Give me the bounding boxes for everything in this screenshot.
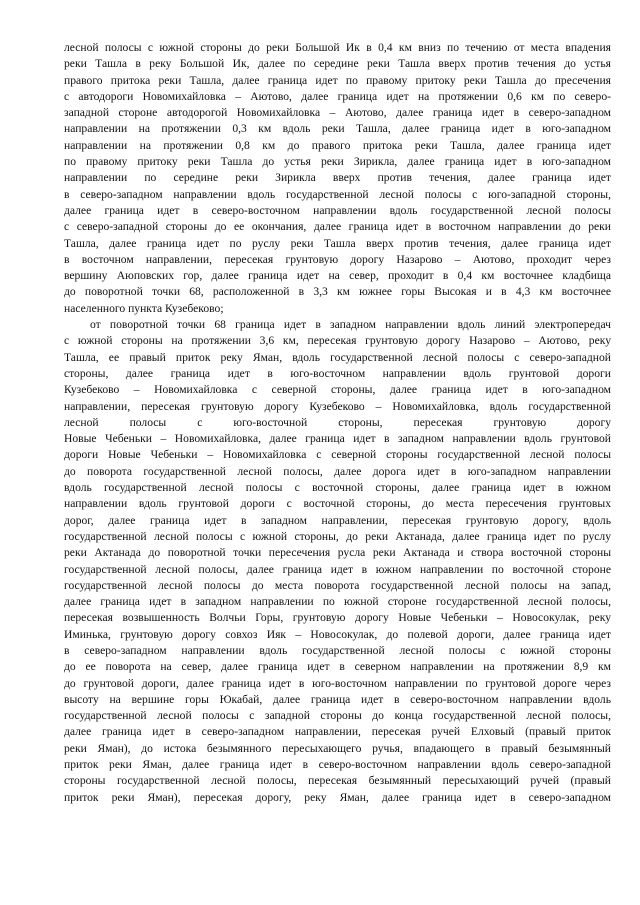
text-line: дорог, далее граница идет в западном направлении, пересекая грунтовую дорогу, вдоль [64,513,611,527]
text-line: по правому притоку реки Ташла до устья реки Зирикла, далее граница идет в юго-западном [64,155,611,169]
text-line: в восточном направлении, пересекая грунтовую дорогу Назарово – Аютово, проходит через [64,252,611,266]
text-line: пересекая возвышенность Волчьи Горы, грунтовую дорогу Новые Чебеньки – Новосокулак, реку [64,611,611,625]
text-line: до поворота государственной лесной полосы, далее дорога идет в юго-западном направлении [64,464,611,478]
text-line: до ее поворота на север, далее граница идет в северном направлении на протяжении 8,9 км [64,660,611,674]
text-line: западной стороне автодорогой Новомихайловка – Аютово, далее граница идет в северо-западном [64,106,611,120]
paragraph-first-line: от поворотной точки 68 граница идет в западном направлении вдоль линий электропередач [90,318,611,332]
text-line: стороны государственной лесной полосы, пересекая безымянный пересыхающий ручей (правый [64,774,611,788]
text-line: реки Актанада до поворотной точки пересечения русла реки Актанада и створа восточной стороны [64,546,611,560]
text-line: далее граница идет в западном направлении по южной стороне государственной лесной полосы, [64,595,611,609]
text-line: далее граница идет в северо-восточном направлении вдоль государственной лесной полосы [64,203,611,217]
text-line: направлении на протяжении 0,8 км до правого притока реки Ташла, далее граница идет [64,138,611,152]
text-line: реки Ташла в реку Большой Ик, далее по середине реки Ташла вверх против течения до устья [64,57,611,71]
text-line: дороги Новые Чебеньки – Новомихайловка с северной стороны государственной лесной полосы [64,448,611,462]
text-line: государственной лесной полосы до места поворота государственной лесной полосы на запад, [64,578,611,592]
text-line: реки Яман), до истока безымянного пересыхающего ручья, впадающего в правый безымянный [64,741,611,755]
text-line: Иминька, грунтовую дорогу совхоз Ияк – Новосокулак, до полевой дороги, далее граница идет [64,627,611,641]
text-line: с южной стороны на протяжении 3,6 км, пересекая грунтовую дорогу Назарово – Аютово, реку [64,334,611,348]
text-line: направлении на протяжении 0,3 км вдоль реки Ташла, далее граница идет в юго-западном [64,122,611,136]
text-line: государственной лесной полосы с западной стороны до конца государственной лесной полосы, [64,709,611,723]
text-line: правого притока реки Ташла, далее граница идет по правому притоку реки Ташла до пресечения [64,73,611,87]
text-line: высоту на вершине горы Юкабай, далее граница идет в северо-восточном направлении вдоль [64,692,611,706]
text-line: направлении, пересекая грунтовую дорогу Кузебеково – Новомихайловка, вдоль государственной [64,399,611,413]
text-line: направлении вдоль грунтовой дороги с восточной стороны, до места пересечения грунтовых [64,497,611,511]
text-line: в северо-западном направлении вдоль государственной лесной полосы с юго-западной стороны, [64,187,611,201]
text-line: государственной лесной полосы с южной стороны, до реки Актанада, далее граница идет по руслу [64,529,611,543]
text-line: приток реки Яман, далее граница идет в северо-восточном направлении вдоль северо-западной [64,758,611,772]
text-line: вдоль государственной лесной полосы с восточной стороны, далее граница идет в южном [64,481,611,495]
text-line: стороны, далее граница идет в юго-восточном направлении вдоль грунтовой дороги [64,366,611,380]
text-line: направлении по середине реки Зирикла вверх против течения, далее граница идет [64,171,611,185]
text-line: государственной лесной полосы, далее граница идет в южном направлении по восточной стороне [64,562,611,576]
text-line: населенного пункта Кузебеково; [64,301,224,315]
text-line: Ташла, далее граница идет по руслу реки Ташла вверх против течения, далее граница идет [64,236,611,250]
text-line: Новые Чебеньки – Новомихайловка, далее граница идет в западном направлении вдоль грунтовой [64,432,611,446]
text-line: Кузебеково – Новомихайловка с северной стороны, далее граница идет в юго-западном [64,383,611,397]
text-line: лесной полосы с южной стороны до реки Большой Ик в 0,4 км вниз по течению от места впадения [64,41,611,54]
text-line: с северо-западной стороны до ее окончания, далее граница идет в восточном направлении до реки [64,220,611,234]
text-line: в северо-западном направлении вдоль государственной лесной полосы с южной стороны [64,643,611,657]
text-line: Ташла, ее правый приток реку Яман, вдоль государственной лесной полосы с северо-западной [64,350,611,364]
text-line: вершину Аюповских гор, далее граница идет на север, проходит в 0,4 км восточнее кладбища [64,269,611,283]
text-line: приток реки Яман), пересекая дорогу, реку Яман, далее граница идет в северо-западном [64,790,611,804]
text-line: лесной полосы с юго-восточной стороны, пересекая грунтовую дорогу [64,415,611,429]
text-line: до грунтовой дороги, далее граница идет в юго-восточном направлении по грунтовой дороге через [64,676,611,690]
document-body-text [64,40,611,806]
text-line: далее граница идет в северо-западном направлении, пересекая ручей Елховый (правый приток [64,725,611,739]
text-line: с автодороги Новомихайловка – Аютово, далее граница идет на протяжении 0,6 км по северо- [64,89,611,103]
text-line: до поворотной точки 68, расположенной в 3,3 км южнее горы Высокая и в 4,3 км восточнее [64,285,611,299]
